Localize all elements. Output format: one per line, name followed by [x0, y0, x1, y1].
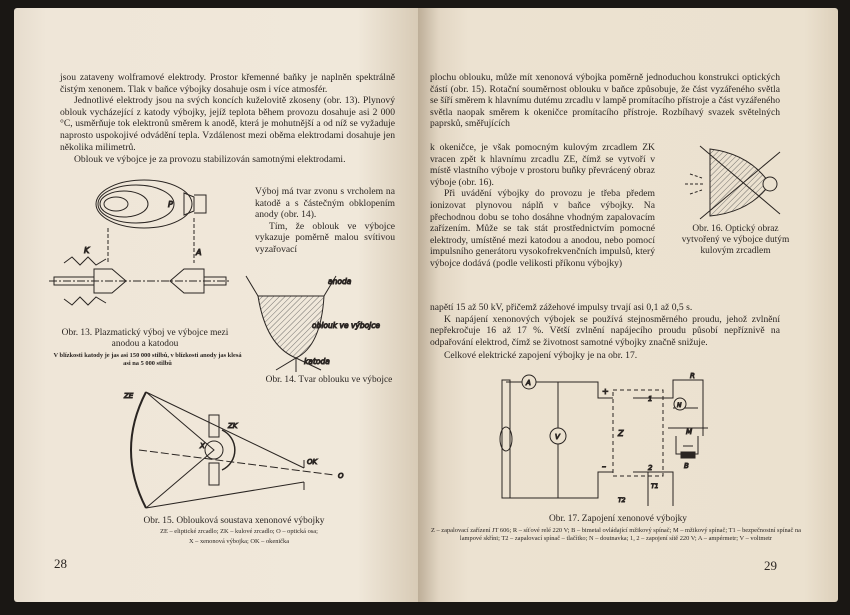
paragraph: Výboj má tvar zvonu s vrcholem na katodě a s částečným obklopením anody (obr. 14).: [255, 186, 395, 221]
right-text-wrap: [430, 142, 655, 270]
label-n: N: [677, 402, 682, 409]
label-ok: OK: [307, 458, 318, 466]
label-1: 1: [648, 395, 653, 403]
paragraph: Tím, že oblouk ve výbojce vykazuje poměrně malou svítivou vyzařovací: [255, 220, 395, 255]
label-b: B: [684, 462, 689, 470]
paragraph: K napájení xenonových výbojek se používá stejnosměrného proudu, jehož zvlnění nepřekročuje 16 až 17 %. Větší zvlnění napájecího proudu působí nepříznivě na odpařování elektrod, čímž se životnost samotné výbojky značně snižuje.: [430, 313, 780, 348]
label-t2: T2: [618, 497, 626, 504]
label-k: K: [84, 246, 90, 255]
label-p: P: [168, 200, 173, 209]
paragraph: Oblouk ve výbojce je za provozu stabilizován samotnými elektrodami.: [74, 154, 346, 166]
figure-17-caption: Obr. 17. Zapojení xenonové výbojky: [549, 514, 687, 524]
label-minus: –: [602, 462, 606, 471]
label-zk: ZK: [228, 422, 238, 430]
paragraph: jsou zataveny wolframové elektrody. Prostor křemenné baňky je naplněn spektrálně čistým xenonem. Tlak v baňce výbojky dosahuje osm i více atmosfér.: [60, 72, 395, 95]
figure-15-legend-2: X – xenonová výbojka; OK – okenička: [188, 538, 290, 545]
label-a: A: [196, 248, 202, 257]
paragraph: Při uvádění výbojky do provozu je třeba předem ionizovat plynovou náplň v baňce výbojky. Na přechodnou dobu se toho dosáhne vhodným zapalovacím zařízením. Může se tak stát prostřednictvím pomocné elektrody, umístěné mezi katodou a anodou, nebo pomocí impulsního generátoru vysokofrekvenčních impulsů, který výbojce dodává (podle velikosti příkonu výbojky): [430, 188, 655, 269]
paragraph: plochu oblouku, může mít xenonová výbojka poměrně jednoduchou konstrukci optických částí (obr. 15). Rotační souměrnost oblouku v baňce způsobuje, že část vyzářeného světla se šíří směrem k hlavnímu dutému zrcadlu v lampě promítacího přístroje a část vyzářeného světla naopak směrem k okeničce promítacího přístroje. Rozbíhavý svazek světelných paprsků, směřujících: [430, 72, 780, 130]
left-page: [14, 8, 418, 602]
right-page: [418, 8, 838, 602]
figure-13-caption: Obr. 13. Plazmatický výboj ve výbojce mezi anodou a katodou: [61, 328, 229, 349]
left-text-top: [60, 72, 395, 166]
page-number: 29: [764, 558, 777, 573]
figure-16-optical-image: [680, 144, 790, 219]
paragraph: napětí 15 až 50 kV, přičemž zážehové impulsy trvají asi 0,1 až 0,5 s.: [430, 302, 693, 313]
label-x: X: [200, 442, 205, 450]
figure-15-legend-1: ZE – eliptické zrcadlo; ZK – kulové zrcadlo; O – optická osa;: [160, 528, 318, 535]
label-2: 2: [648, 464, 653, 472]
label-ze: ZE: [124, 392, 134, 400]
label-plus: +: [602, 387, 609, 396]
paragraph: Celkové elektrické zapojení výbojky je na obr. 17.: [444, 350, 638, 362]
label-r: R: [690, 372, 695, 380]
figure-16-caption: Obr. 16. Optický obraz vytvořený ve výbojce dutým kulovým zrcadlem: [681, 224, 790, 256]
label-z: Z: [618, 429, 624, 438]
right-text-top: [430, 72, 780, 130]
paragraph: k okeničce, je však pomocným kulovým zrcadlem ZK vracen zpět k hlavnímu zrcadlu ZE, čímž se vytvoří v místě vlastního výboje v prostoru buňky převrácený obraz výboje (obr. 16).: [430, 142, 655, 188]
figure-15-caption: Obr. 15. Oblouková soustava xenonové výbojky: [143, 516, 325, 526]
label-v: V: [555, 433, 560, 441]
figure-14-arc-shape: [236, 266, 406, 371]
label-oblouk: oblouk ve výbojce: [312, 321, 380, 330]
figure-14-caption: Obr. 14. Tvar oblouku ve výbojce: [265, 375, 393, 385]
figure-13-note: V blízkosti katody je jas asi 150 000 stilbů, v blízkosti anody jas klesá asi na 5 000 stilbů: [53, 352, 242, 367]
right-text-bottom: [430, 302, 780, 362]
figure-17-legend: Z – zapalovací zařízení JT 606; R – síťové relé 220 V; B – bimetal ovládající mžikový spínač; M – mžikový spínač; T1 – bezpečnostní spínač na lampové skříni; T2 – zapalovací spínač – tlačítko; N – doutnavka; 1, 2 – zapojení sítě 220 V; A – ampérmetr; V – voltmetr: [431, 527, 801, 542]
page-number: 28: [54, 556, 67, 571]
label-o: O: [338, 472, 344, 480]
label-t1: T1: [651, 483, 659, 490]
label-katoda: katoda: [304, 357, 330, 366]
label-anoda: anoda: [328, 277, 352, 286]
figure-13-plasma-discharge: [44, 183, 234, 323]
figure-17-circuit-diagram: [498, 374, 708, 506]
left-text-wrap: [255, 186, 395, 256]
paragraph: Jednotlivé elektrody jsou na svých koncích kuželovitě zkoseny (obr. 13). Plynový oblouk vycházející z katody výbojky, jejíž teplota během provozu dosahuje asi 2 000 °C, usměrňuje tok elektronů směrem k anodě, která je mohutnější a od níž se vyžaduje naprosto uspokojivé odvádění tepla. Vzdálenost mezi oběma elektrodami dosahuje jen několika milimetrů.: [60, 95, 395, 153]
label-m: M: [686, 428, 693, 436]
label-a: A: [526, 379, 531, 387]
figure-15-arc-system: [124, 390, 354, 510]
